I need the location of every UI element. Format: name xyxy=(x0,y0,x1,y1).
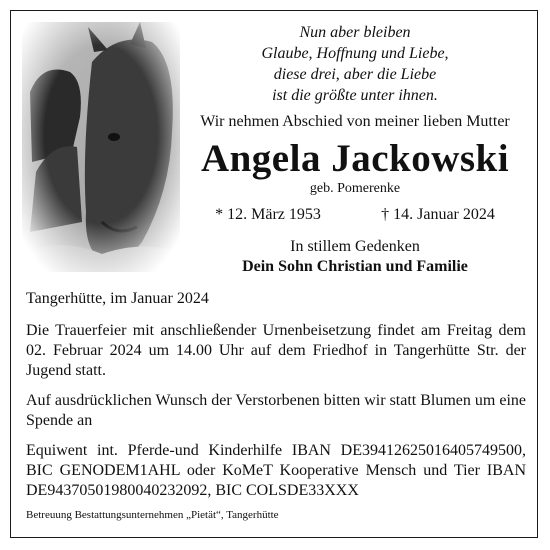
portrait-photo xyxy=(22,22,180,272)
photo-woman-with-horse xyxy=(22,22,180,272)
funeral-home-credit: Betreuung Bestattungsunternehmen „Pietät“, Tangerhütte xyxy=(26,509,279,521)
life-dates xyxy=(185,205,525,225)
donation-request: Auf ausdrücklichen Wunsch der Verstorbenen bitten wir statt Blumen um eine Spende an xyxy=(26,392,526,429)
bank-details: Equiwent int. Pferde-und Kinderhilfe IBAN DE39412625016405749500, BIC GENODEM1AHL oder KoMeT Kooperative Mensch und Tier IBAN DE94370501980040232092, BIC COLSDE33XXX xyxy=(26,442,526,499)
place-date: Tangerhütte, im Januar 2024 xyxy=(26,290,209,307)
verse-line: Nun aber bleiben xyxy=(299,24,411,41)
maiden-name: geb. Pomerenke xyxy=(309,181,401,196)
memory-line: In stillem Gedenken xyxy=(290,238,420,255)
death-date: † 14. Januar 2024 xyxy=(381,206,495,223)
verse-line: ist die größte unter ihnen. xyxy=(272,87,438,104)
verse-line: diese drei, aber die Liebe xyxy=(273,66,437,83)
funeral-details: Die Trauerfeier mit anschließender Urnenbeisetzung findet am Freitag dem 02. Februar 2024 um 14.00 Uhr auf dem Friedhof in Tangerhütte Str. der Jugend statt. xyxy=(26,322,526,379)
deceased-name: Angela Jackowski xyxy=(200,137,510,180)
bible-verse xyxy=(185,22,525,106)
farewell-line: Wir nehmen Abschied von meiner lieben Mutter xyxy=(200,113,510,130)
birth-date: * 12. März 1953 xyxy=(215,206,321,223)
mourners-line: Dein Sohn Christian und Familie xyxy=(242,258,468,275)
verse-line: Glaube, Hoffnung und Liebe, xyxy=(261,45,449,62)
